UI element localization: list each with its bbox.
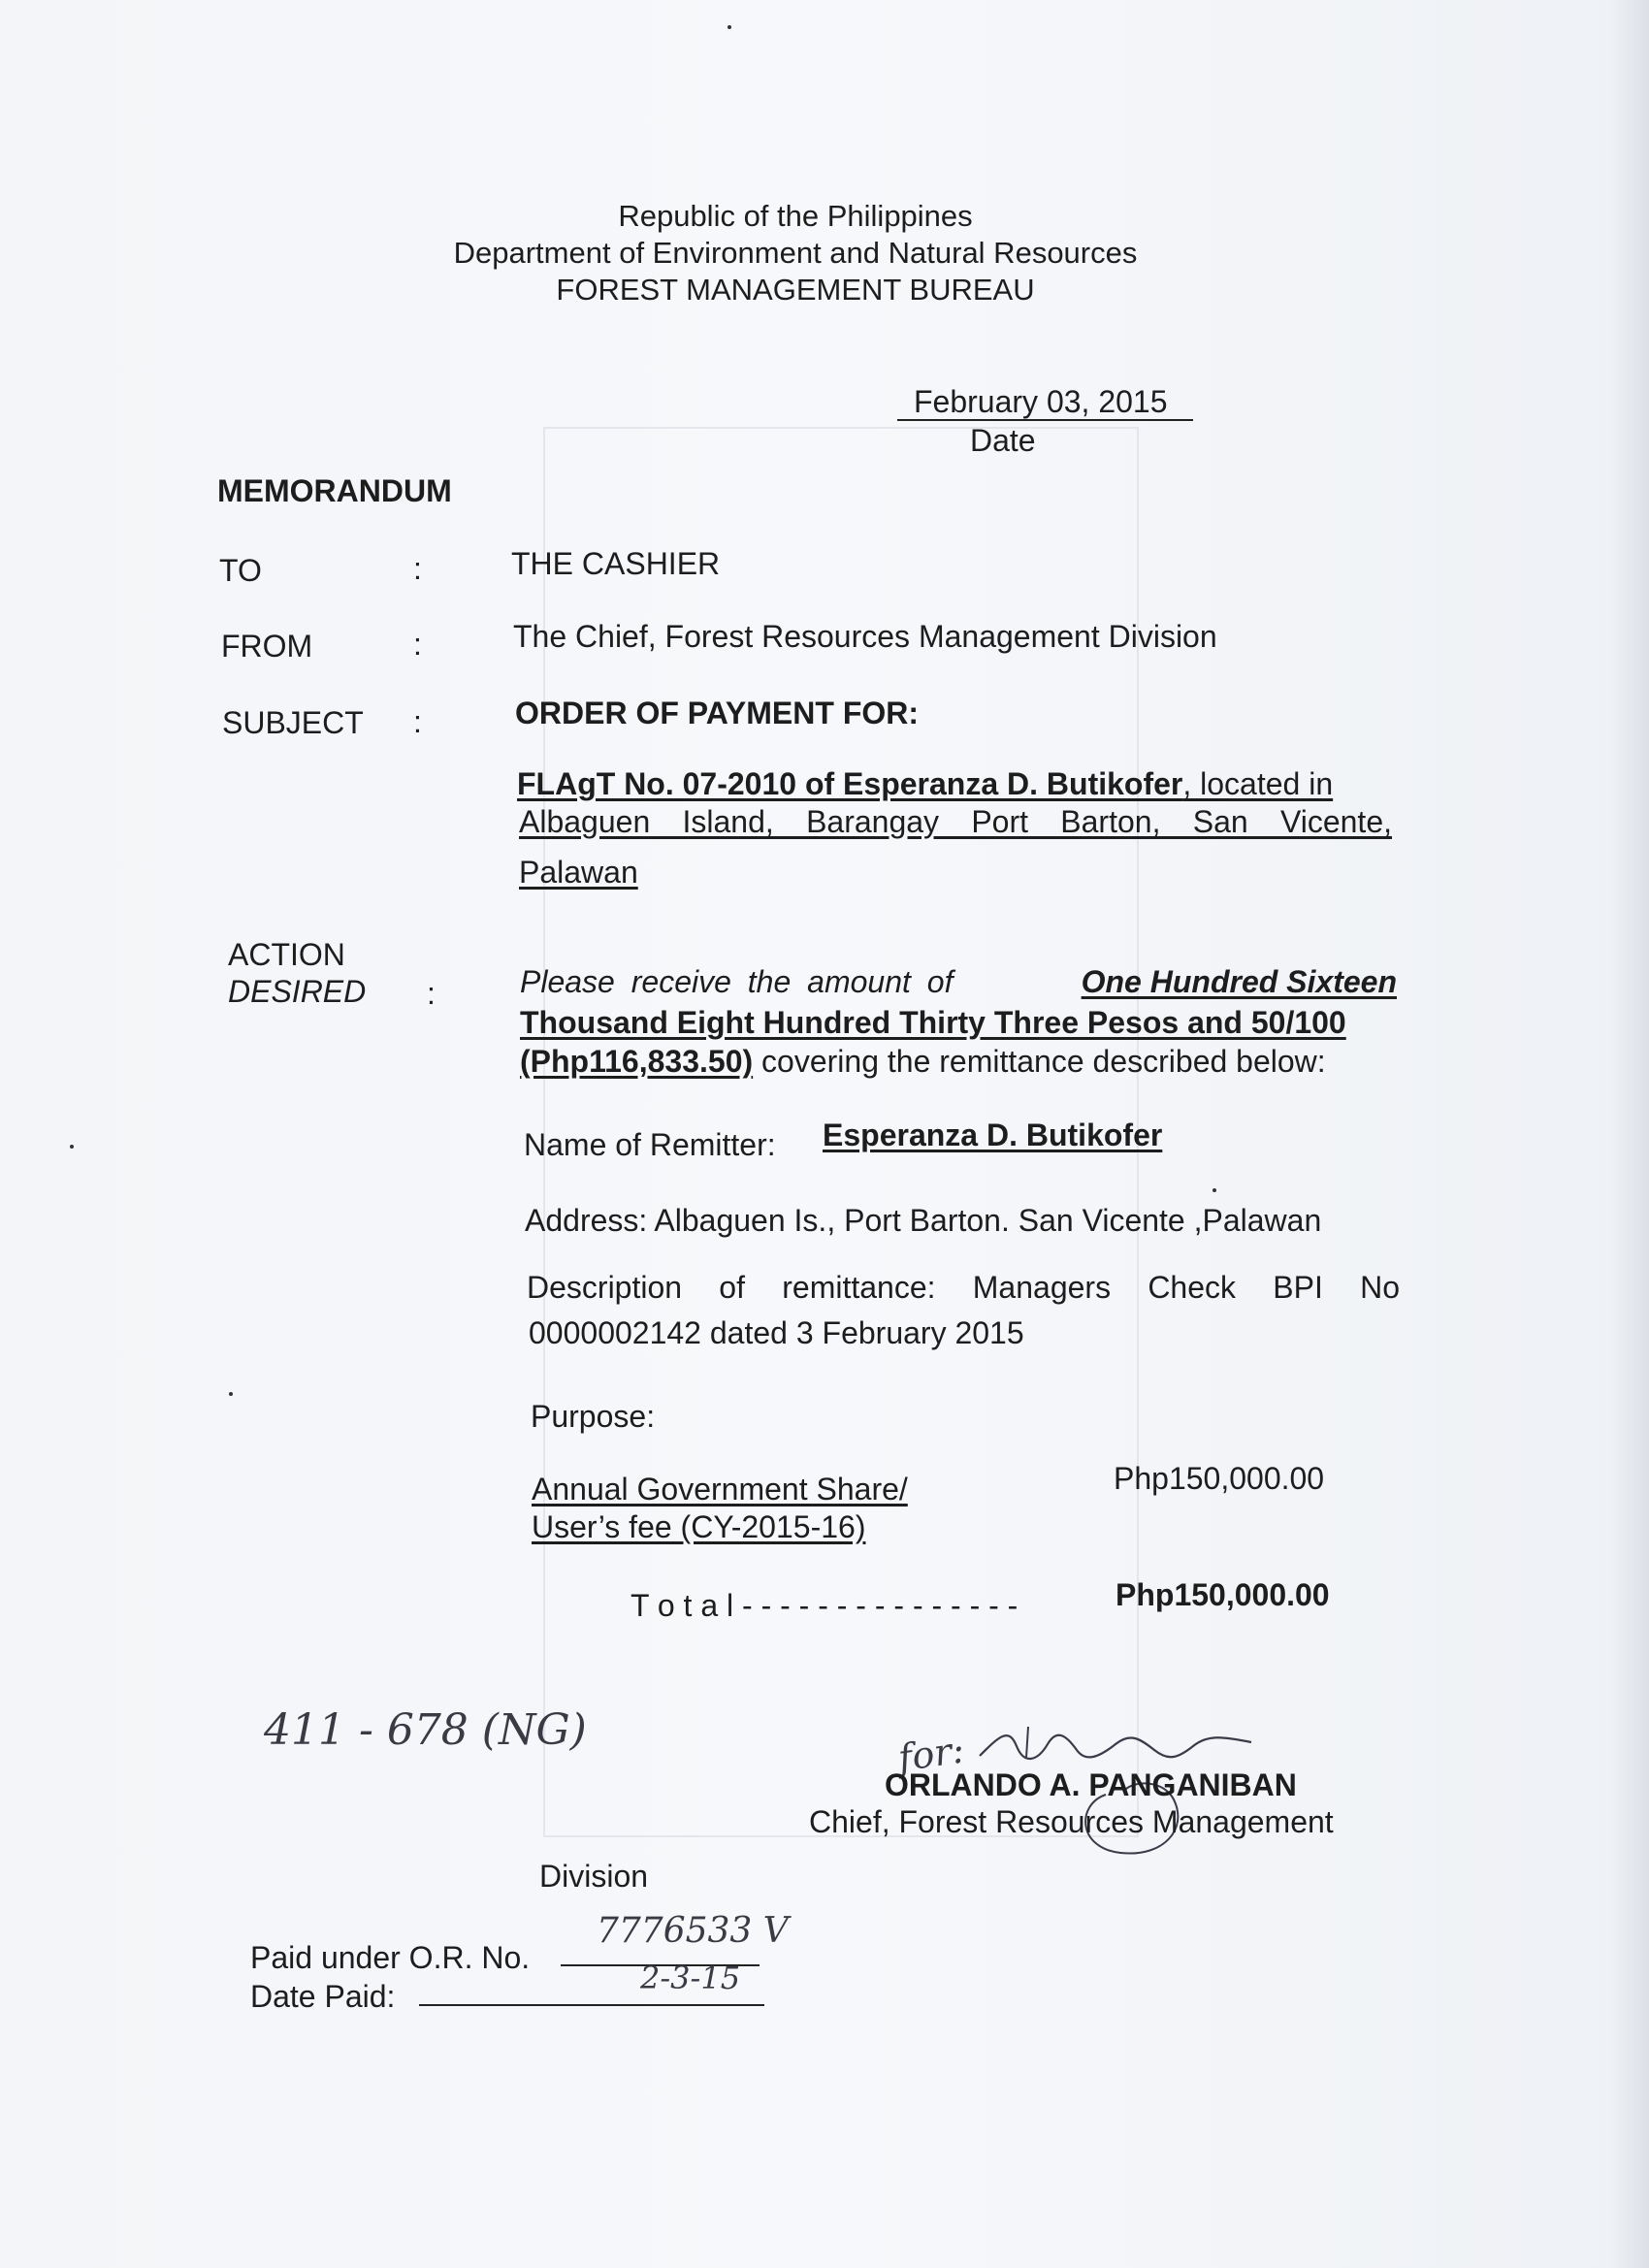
action-line-1 — [520, 964, 1397, 1000]
amount-figure: (Php116,833.50) — [520, 1044, 754, 1079]
purpose-item-line-2: User’s fee (CY-2015-16) — [532, 1509, 866, 1544]
signatory-title-cont: Division — [539, 1859, 649, 1894]
or-number-value: 7776533 V — [597, 1911, 789, 1951]
subject-flagt-line — [517, 766, 1333, 802]
subject-value: ORDER OF PAYMENT FOR: — [515, 696, 920, 730]
page-edge-shadow — [1610, 0, 1649, 2268]
subject-colon: : — [413, 704, 422, 739]
remittance-description-2: 0000002142 dated 3 February 2015 — [529, 1315, 1024, 1350]
date-underline — [897, 419, 1193, 421]
header-bureau: FOREST MANAGEMENT BUREAU — [556, 273, 1035, 307]
from-colon: : — [413, 627, 422, 662]
action-colon: : — [427, 976, 436, 1011]
action-line-3 — [520, 1044, 1326, 1080]
action-label-2: DESIRED — [228, 974, 367, 1009]
date-paid-value: 2-3-15 — [640, 1960, 741, 1996]
memo-title: MEMORANDUM — [217, 473, 452, 508]
flagt-reference: FLAgT No. 07-2010 of Esperanza D. Butikofer — [517, 766, 1183, 801]
from-label: FROM — [221, 629, 313, 664]
date-paid-label: Date Paid: — [250, 1979, 396, 2014]
date-paid-underline — [419, 2004, 764, 2006]
or-number-label: Paid under O.R. No. — [250, 1940, 531, 1975]
remitter-address: Address: Albaguen Is., Port Barton. San Vicente ,Palawan — [525, 1203, 1322, 1238]
total-label: T o t a l - - - - - - - - - - - - - - - — [630, 1588, 1018, 1623]
header-republic: Republic of the Philippines — [618, 199, 973, 233]
to-value: THE CASHIER — [511, 546, 721, 581]
subject-province: Palawan — [519, 855, 638, 890]
purpose-label: Purpose: — [531, 1399, 656, 1434]
remittance-description-1: Description of remittance: Managers Check BPI No — [527, 1270, 1400, 1305]
subject-location-line: Albaguen Island, Barangay Port Barton, San Vicente, — [519, 804, 1392, 839]
remitter-name-label: Name of Remitter: — [524, 1127, 776, 1162]
date-value: February 03, 2015 — [914, 384, 1168, 419]
subject-label: SUBJECT — [222, 705, 364, 740]
from-value: The Chief, Forest Resources Management Division — [513, 619, 1217, 654]
scan-speck — [728, 25, 731, 29]
signatory-title: Chief, Forest Resources Management — [809, 1804, 1334, 1839]
scan-speck — [70, 1145, 74, 1149]
signature-for-text: for: — [895, 1728, 967, 1780]
purpose-item-amount: Php150,000.00 — [1114, 1461, 1325, 1496]
to-colon: : — [413, 551, 422, 586]
header-department: Department of Environment and Natural Resources — [453, 236, 1138, 270]
action-label-1: ACTION — [228, 937, 345, 972]
remitter-name-value: Esperanza D. Butikofer — [823, 1118, 1163, 1152]
signatory-name: ORLANDO A. PANGANIBAN — [885, 1767, 1297, 1802]
handwritten-account-code: 411 - 678 (NG) — [264, 1705, 587, 1755]
purpose-item-line-1: Annual Government Share/ — [532, 1472, 908, 1507]
to-label: TO — [219, 553, 262, 588]
scan-speck — [1212, 1188, 1216, 1192]
action-suffix: covering the remittance described below: — [753, 1044, 1326, 1079]
amount-words-1: One Hundred Sixteen — [1081, 964, 1397, 999]
scan-speck — [229, 1392, 233, 1396]
amount-words-2: Thousand Eight Hundred Thirty Three Pesos and 50/100 — [520, 1005, 1346, 1040]
located-in-text: , located in — [1182, 766, 1334, 801]
date-label: Date — [970, 423, 1036, 458]
total-amount: Php150,000.00 — [1116, 1577, 1330, 1612]
action-prefix: Please receive the amount of — [520, 964, 954, 999]
signature-icon — [970, 1717, 1271, 1775]
